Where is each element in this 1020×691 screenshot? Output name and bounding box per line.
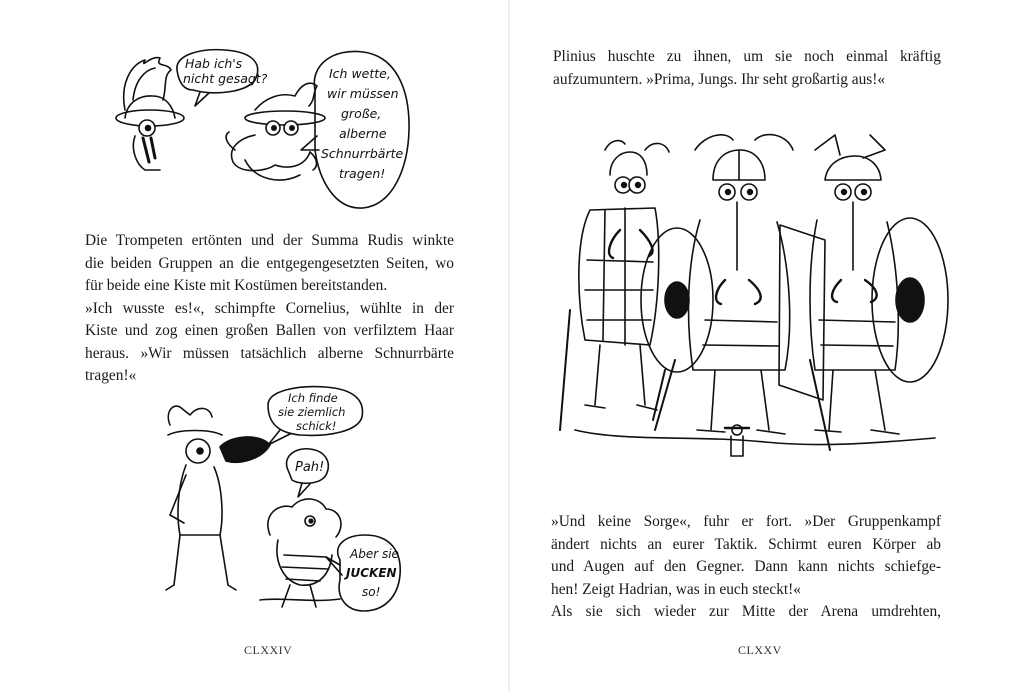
- text-line: ändert nichts an eurer Taktik. Schirmt euren Körper ab: [551, 535, 941, 553]
- bubble-bottom-a: Ich finde sie ziemlich schick!: [278, 391, 346, 433]
- text-line: aufzumuntern. »Prima, Jungs. Ihr seht großartig aus!«: [553, 70, 886, 88]
- illustration-right: [565, 130, 955, 470]
- illustration-bottom-left: [150, 385, 410, 620]
- text-line: Kiste und zog einen großen Ballen von verfilztem Haar: [85, 322, 454, 339]
- text-line: Als sie sich wieder zur Mitte der Arena umdrehten,: [551, 603, 941, 620]
- text-line: »Ich wusste es!«, schimpfte Cornelius, wühlte in der: [85, 299, 454, 317]
- bubble-bottom-b: Pah!: [295, 460, 325, 475]
- text-line: Plinius huschte zu ihnen, um sie noch einmal kräftig: [553, 48, 941, 65]
- page-number-right: CLXXV: [738, 643, 782, 657]
- right-paragraph-top: [553, 46, 941, 91]
- illustration-top-left: [105, 40, 425, 220]
- left-paragraph: [85, 230, 454, 388]
- text-line: für beide eine Kiste mit Kostümen bereitstanden.: [85, 277, 388, 294]
- text-line: die beiden Gruppen an die entgegengesetzten Seiten, wo: [85, 254, 454, 272]
- text-line: tragen!«: [85, 367, 137, 384]
- text-line: hen! Zeigt Hadrian, was in euch steckt!«: [551, 580, 802, 598]
- text-line: Die Trompeten ertönten und der Summa Rudis winkte: [85, 232, 454, 249]
- right-paragraph-bottom: [551, 511, 941, 624]
- right-page: [510, 0, 1020, 691]
- bubble-top-b: Ich wette, wir müssen große, alberne Schnurrbärte tragen!: [321, 66, 404, 181]
- text-line: heraus. »Wir müssen tatsächlich alberne Schnurrbärte: [85, 344, 454, 362]
- bubble-bottom-c: Aber sie JUCKEN so!: [346, 547, 399, 599]
- text-line: »Und keine Sorge«, fuhr er fort. »Der Gruppenkampf: [551, 513, 941, 530]
- bubble-top-a: Hab ich's nicht gesagt?: [183, 56, 268, 86]
- text-line: und Augen auf den Gegner. Dann kann nichts schiefge-: [551, 558, 941, 575]
- page-number-left: CLXXIV: [244, 643, 293, 657]
